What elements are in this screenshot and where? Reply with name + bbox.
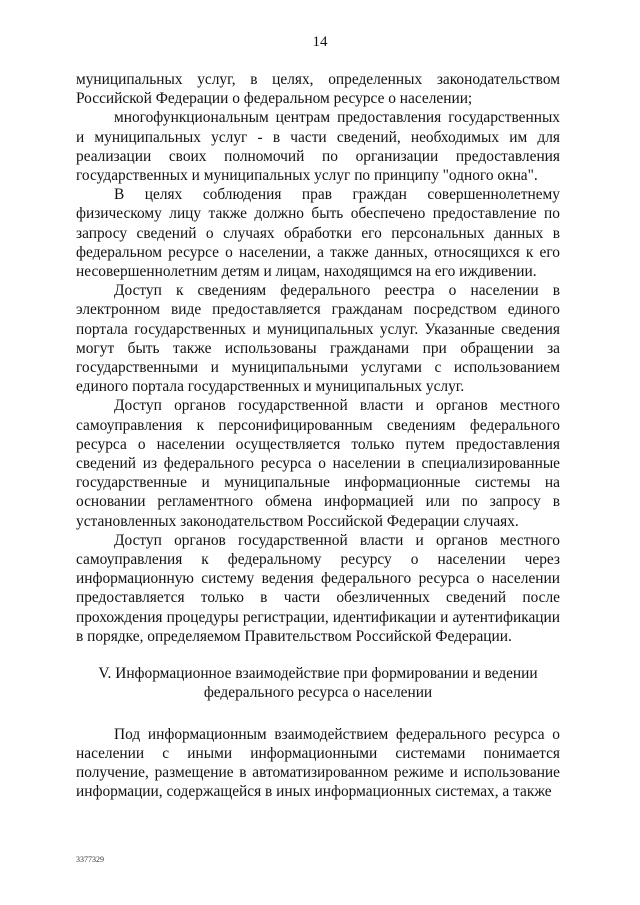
document-body [76, 70, 560, 801]
paragraph-mfc: многофункциональным центрам предоставления государственных и муниципальных услуг - в части сведений, необходимых им для реализации своих полномочий по организации предоставления государственных и муниципальных услуг по принципу "одного окна". [76, 109, 560, 185]
paragraph-portal-access: Доступ к сведениям федерального реестра о населении в электронном виде предоставляется гражданам посредством единого портала государственных и муниципальных услуг. Указанные сведения могут быть также использованы гражданами при обращении за государственными и муниципальными услугами с использованием единого портала государственных и муниципальных услуг. [76, 282, 560, 396]
section-heading-line-2: федерального ресурса о населении [203, 684, 433, 702]
section-heading [76, 664, 560, 702]
paragraph-information-interaction: Под информационным взаимодействием федерального ресурса о населении с иными информационными системами понимается получение, размещение в автоматизированном режиме и использование информации, содержащейся в иных информационных системах, а также [76, 725, 560, 801]
paragraph-continuation: муниципальных услуг, в целях, определенных законодательством Российской Федерации о федеральном ресурсе о населении; [76, 71, 560, 108]
section-heading-line-1: V. Информационное взаимодействие при формировании и ведении [98, 665, 538, 683]
paragraph-authority-access: Доступ органов государственной власти и органов местного самоуправления к персонифицированным сведениям федерального ресурса о населении осуществляется только путем предоставления сведений из федерального ресурса о населении в специализированные государственные и муниципальные информационные системы на основании регламентного обмена информацией или по запросу в установленных законодательством Российской Федерации случаях. [76, 397, 560, 530]
paragraph-citizen-rights: В целях соблюдения прав граждан совершеннолетнему физическому лицу также должно быть обеспечено предоставление по запросу сведений о случаях обработки его персональных данных в федеральном ресурсе о населении, а также данных, относящихся к его несовершеннолетним детям и лицам, находящимся на его иждивении. [76, 186, 560, 281]
document-code: 3377329 [76, 855, 104, 864]
page-number: 14 [312, 34, 328, 50]
paragraph-anonymized-access: Доступ органов государственной власти и органов местного самоуправления к федеральному ресурсу о населении через информационную систему ведения федерального ресурса о населении предоставляется только в части обезличенных сведений после прохождения процедуры регистрации, идентификации и аутентификации в порядке, определяемом Правительством Российской Федерации. [76, 531, 560, 645]
